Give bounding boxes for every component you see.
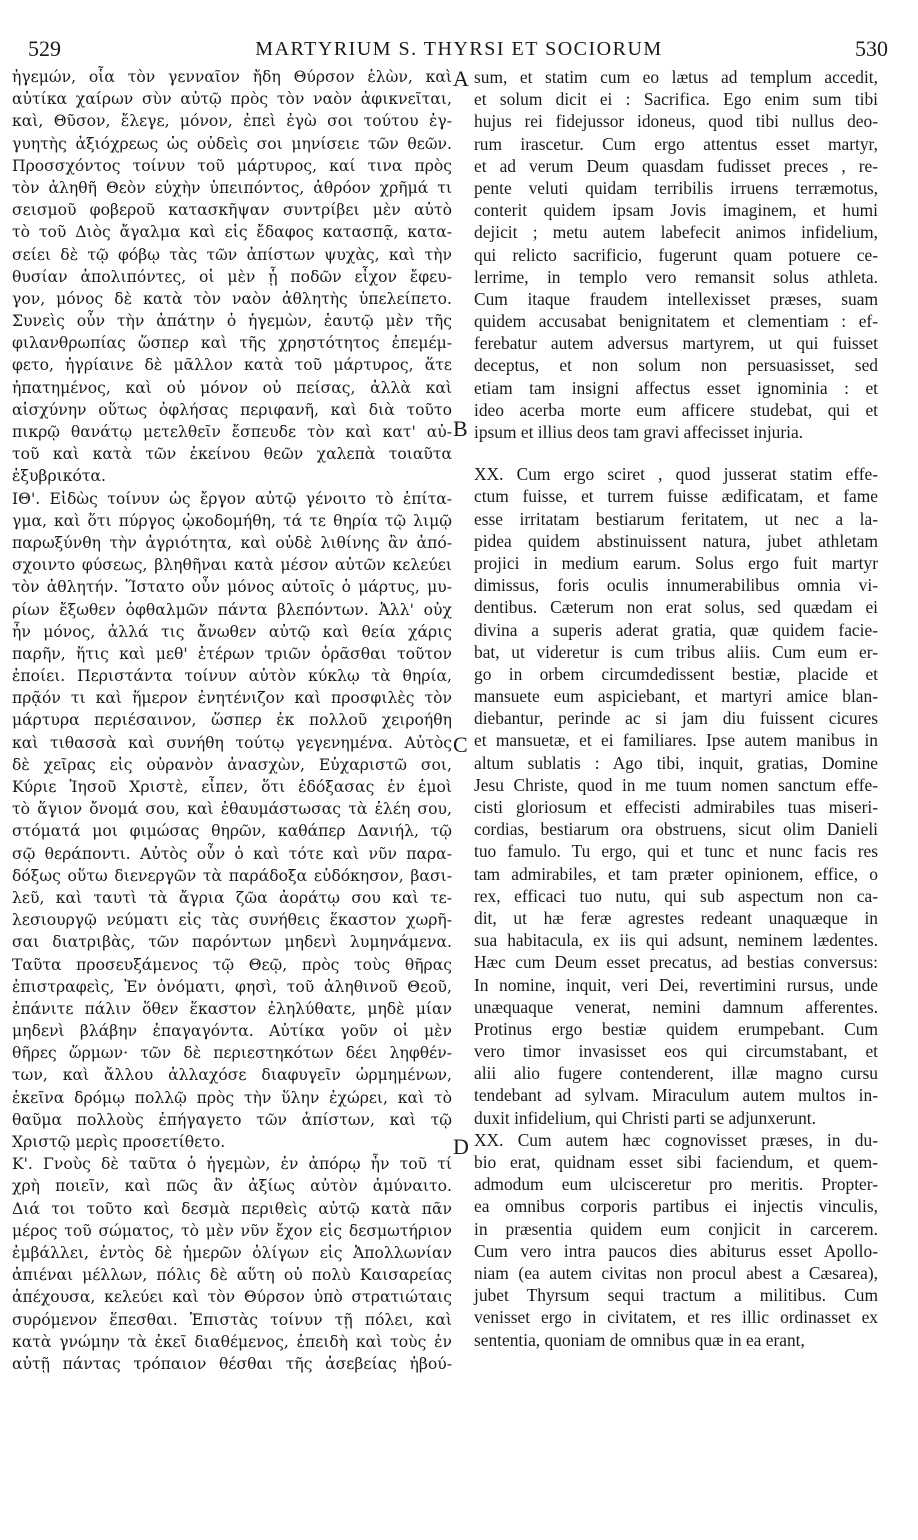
text-line: ἐποίει. Περιστάντα τοίνυν αὐτὸν κύκλῳ τὰ θηρία, (12, 667, 452, 686)
text-line: τὸν ἀληθῆ Θεὸν εὐχὴν ὑπειπόντος, ἀθρόον χρῆμά τι (12, 178, 452, 197)
text-line: vero timor invasisset eos qui circumstabant, et (474, 1041, 878, 1062)
text-line: ἠπατημένος, καὶ οὐ μόνον οὐ πείσας, ἀλλὰ καὶ (12, 378, 452, 397)
text-line: σῷ θεράποντι. Αὐτὸς οὖν ὁ καὶ τότε καὶ νῦν παρα- (12, 844, 452, 863)
text-line: λεσιουργῷ νεύματι εἰς τὰς συνήθεις ἕκαστον χωρῆ- (12, 911, 452, 930)
text-line: ἐκεῖνα δρόμῳ πολλῷ πρὸς τὴν ὕλην ἐχώρει, καὶ τὸ (12, 1088, 452, 1107)
text-line: δόξως οὕτω διενεργῶν τὰ παράδοξα εὐδόκησον, βασι- (12, 866, 452, 885)
text-line: ea omnibus corporis partibus ei injectis vinculis, (474, 1196, 878, 1217)
text-line: pente veluti quidam terribilis irruens terræmotus, (474, 177, 878, 198)
text-line: admodum eum ulcisceretur pro meritis. Propter- (474, 1174, 878, 1195)
text-line: XX. Cum autem hæc cognovisset præses, in du- (474, 1129, 878, 1150)
text-line: tendebant ad sylvam. Miraculum autem multos in- (474, 1085, 878, 1106)
text-line: χρὴ ποιεῖν, καὶ πῶς ἂν ἀξίως αὐτὸν ἀμύναιτο. (12, 1177, 452, 1196)
text-line: θῆρες ὥρμων· τῶν δὲ περιεστηκότων δέει ληφθέν- (12, 1044, 452, 1063)
text-line: niam (ea autem civitas non procul abest a Cæsarea), (474, 1262, 878, 1283)
margin-marker-b: B (453, 416, 468, 441)
text-line: μάρτυρα περιέσαινον, ὥσπερ ἐκ πολλοῦ χειροήθη (12, 711, 452, 730)
text-line: καὶ, Θῦσον, ἔλεγε, μόνον, ἐπεὶ ἐγὼ σοι τούτου ἐγ- (12, 112, 452, 131)
text-line: ἐξυβρικότα. (12, 467, 106, 486)
text-line: et solum dicit ei : Sacrifica. Ego enim sum tibi (474, 89, 878, 110)
text-line: ἐπιστραφεὶς, Ἐν ὀνόματι, φησὶ, τοῦ ἀληθινοῦ Θεοῦ, (12, 977, 452, 996)
text-line: dentibus. Cæterum non erat solus, sed quædam ei (474, 597, 878, 618)
text-line: unæquaque venerat, nemini damnum afferentes. (474, 996, 878, 1017)
text-line: καὶ τιθασσὰ καὶ συνήθη τούτῳ γεγενημένα. Αὐτὸς (12, 733, 452, 752)
running-title: MARTYRIUM S. THYRSI ET SOCIORUM (255, 38, 663, 60)
text-line: venisset ergo in civitatem, et res illic ordinasset ex (474, 1307, 878, 1328)
text-line: ΙΘ'. Εἰδὼς τοίνυν ὡς ἔργον αὐτῷ γένοιτο τὸ ἐπίτα- (12, 489, 452, 508)
text-line: πρᾷόν τι καὶ ἥμερον ἐνητένιζον καὶ προσφιλὲς τὸν (12, 689, 452, 708)
margin-marker-d: D (453, 1134, 469, 1159)
text-line: ἀπέχουσα, κελεύει καὶ τὸν Θύρσον ὑπὸ στρατιώταις (12, 1288, 452, 1307)
text-line: Κ'. Γνοὺς δὲ ταῦτα ὁ ἡγεμὼν, ἐν ἀπόρῳ ἦν τοῦ τί (12, 1155, 452, 1174)
text-line: ἐμβάλλει, ἐντὸς δὲ ἡμερῶν ὀλίγων εἰς Ἀπολλωνίαν (12, 1243, 452, 1262)
text-line: Hæc cum Deum esset precatus, ad bestias conversus: (474, 952, 878, 973)
text-line: alii alio fugere contenderent, illæ magno cursu (474, 1063, 878, 1084)
text-line: ctum fuisse, et turrem fuisse ædificatam, et fame (474, 486, 878, 507)
text-line: Protinus ergo bestiæ quidem erumpebant. Cum (474, 1018, 878, 1039)
text-line: et mansuetæ, et ei familiares. Ipse autem manibus in (474, 730, 878, 751)
text-line: rex, efficaci tuo nutu, qui sub aspectum non ca- (474, 885, 878, 906)
text-line: cisti gloriosum et effecisti admirabiles tuas miseri- (474, 797, 878, 817)
text-line: XX. Cum ergo sciret , quod jusserat statim effe- (474, 464, 878, 485)
text-line: Κύριε Ἰησοῦ Χριστὲ, εἶπεν, ὅτι ἐδόξασας ἐν ἐμοὶ (12, 778, 452, 796)
text-line: sum, et statim cum eo lætus ad templum accedit, (474, 67, 878, 87)
text-line: conterit quidem ipsam Jovis imaginem, et humi (474, 200, 878, 221)
text-line: lerrime, in templo vero remansit solus athleta. (474, 266, 878, 287)
text-line: etiam tam insigni affectus esset ignominia : et (474, 377, 878, 398)
text-line: in præsentia quidem eum conjicit in carcerem. (474, 1218, 878, 1239)
text-line: ρίων ἔξωθεν ὀφθαλμῶν πάντα βλεπόντων. Ἀλλ' οὐχ (12, 600, 452, 619)
text-line: ἡγεμών, οἷα τὸν γενναῖον ἤδη Θύρσον ἑλὼν, καὶ (12, 68, 452, 86)
text-line: sententia, quoniam de omnibus quæ in ea erant, (474, 1329, 805, 1350)
text-line: jubet Thyrsum sequi tractum a militibus. Cum (474, 1285, 878, 1306)
text-line: Jesu Christe, quod in me tuum nomen sanctum effe- (474, 774, 878, 795)
text-line: τὸ ἅγιον ὄνομά σου, καὶ ἐθαυμάστωσας τὰ ἐλέη σου, (12, 800, 452, 819)
text-line: Προσσχόντος τοίνυν τοῦ μάρτυρος, καί τινα πρὸς (12, 156, 452, 175)
text-line: rum irascetur. Cum ergo attentus esset martyr, (474, 133, 878, 154)
text-line: κατὰ γνώμην τὰ ἐκεῖ διαθέμενος, ἐπειδὴ καὶ τοὺς ἐν (12, 1332, 452, 1351)
text-line: sua habitacula, ex iis qui adsunt, neminem lædentes. (474, 930, 878, 951)
latin-column (474, 66, 878, 1351)
margin-marker-c: C (453, 732, 468, 757)
text-line: δὲ χεῖρας εἰς οὐρανὸν ἀνασχὼν, Εὐχαριστῶ σοι, (12, 755, 452, 774)
text-line: go in orbem circumdedissent bestiæ, placide et (474, 663, 878, 684)
section-gap (474, 443, 878, 463)
text-line: hujus rei fidejussor idoneus, quod tibi nullus deo- (474, 111, 878, 132)
text-line: ipsum et illius deos tam gravi affecisset injuria. (474, 422, 804, 442)
page-number-left: 529 (28, 36, 61, 61)
text-line: μηδενὶ βλάβην ἐπαγαγόντα. Αὐτίκα γοῦν οἱ μὲν (12, 1022, 452, 1041)
text-line: dimissus, foris oculis innumerabilibus omnia vi- (474, 575, 878, 596)
text-line: σείει δὲ τῷ φόβῳ τὰς τῶν ἀπίστων ψυχὰς, καὶ τὴν (12, 245, 452, 264)
text-line: συρόμενον ἕπεσθαι. Ἐπιστὰς τοίνυν τῇ πόλει, καὶ (12, 1310, 452, 1329)
text-line: μέρος τοῦ σώματος, τὸ μὲν νῦν ἔχον εἰς δεσμωτήριον (12, 1221, 452, 1240)
text-line: qui relicto sacrificio, fugerunt quam potuere ce- (474, 244, 878, 265)
text-line: Συνεὶς οὖν τὴν ἀπάτην ὁ ἡγεμὼν, ἑαυτῷ μὲν τῆς (12, 312, 452, 331)
text-line: pidea quidem abstinuissent natura, jubet athletam (474, 530, 878, 551)
text-line: cordias, bestiarum ora obstruens, sicut olim Danieli (474, 819, 878, 840)
text-line: τὸν ἀθλητήν. Ἵστατο οὖν μόνος αὐτοῖς ὁ μάρτυς, μυ- (12, 578, 452, 597)
text-line: In nomine, inquit, veri Dei, revertimini rursus, unde (474, 974, 878, 995)
text-line: tuo famulo. Tu ergo, qui et tunc et nunc facis res (474, 841, 878, 862)
text-line: αἰσχύνην οὕτως ὀφλήσας περιφανῆ, καὶ διὰ τοῦτο (12, 400, 452, 419)
text-line: ἦν μόνος, ἀλλά τις ἄνωθεν αὐτῷ καὶ θεία χάρις (12, 622, 452, 641)
text-line: γυητὴς ἀξιόχρεως ὡς οὐδεὶς σοι μηνίσειε τῶν θεῶν. (12, 134, 452, 153)
text-line: τὸ τοῦ Διὸς ἄγαλμα καὶ εἰς ἔδαφος κατασπᾷ, κατα- (12, 223, 452, 242)
text-line: φιλανθρωπίας ὥσπερ καὶ τῆς χρηστότητος ἐπεμέμ- (12, 334, 452, 353)
text-line: σαι διατριβὰς, τῶν παρόντων μηδενὶ λυμηνάμενα. (12, 933, 452, 952)
text-line: ἀπιέναι μέλλων, πόλις δὲ αὕτη οὐ πολὺ Καισαρείας (12, 1266, 452, 1285)
text-line: Cum vero intra paucos dies abiturus esset Apollo- (474, 1240, 878, 1261)
running-header (0, 36, 918, 70)
text-line: πικρῷ θανάτῳ μετελθεῖν ἔσπευδε τὸν καὶ κατ' αὐ- (12, 423, 452, 441)
text-line: esse irritatam bestiarum feritatem, ut nec a la- (474, 508, 878, 529)
text-line: bat, ut videretur is cum tribus aliis. Cum eum er- (474, 641, 878, 662)
text-line: των, καὶ ἄλλου ἀλλαχόσε διαφυγεῖν ὡρμημένων, (12, 1066, 452, 1085)
text-line: τοῦ καὶ κατὰ τῶν ἐκείνου θεῶν χαλεπὰ τοιαῦτα (12, 445, 452, 464)
text-line: dit, ut hæ feræ agrestes redeant unaquæque in (474, 907, 878, 928)
text-line: ferebatur autem adversus martyrem, ut qui fuisset (474, 333, 878, 354)
text-line: duxit infidelium, qui Christi parti se adjunxerunt. (474, 1107, 816, 1128)
text-line: στόματά μοι φιμώσας θηρῶν, καθάπερ Δανιήλ, τῷ (12, 822, 452, 841)
text-line: παρωξύνθη τὴν ἀγριότητα, καὶ οὐδὲ λιθίνης ἂν ἀπό- (12, 533, 452, 552)
margin-marker-a: A (453, 66, 469, 91)
text-line: ideo acerba morte eum afficere studebat, qui et (474, 399, 878, 420)
text-line: Ταῦτα προσευξάμενος τῷ Θεῷ, πρὸς τοὺς θῆρας (12, 955, 452, 974)
text-line: tam admirabiles, et tam præter opinionem, effice, o (474, 863, 878, 884)
text-line: φετο, ἠγρίαινε δὲ μᾶλλον κατὰ τοῦ μάρτυρος, ἅτε (12, 356, 452, 375)
text-line: et ad verum Deum quasdam fudisset preces , re- (474, 155, 878, 176)
text-line: quidem accusabat benignitatem et clementiam : ef- (474, 311, 878, 332)
text-line: divina a superis aderat gratia, quæ quidem facie- (474, 619, 878, 640)
text-line: λεῦ, καὶ ταυτὶ τὰ ἄγρια ζῶα ἀοράτῳ σου καὶ τε- (12, 888, 452, 907)
text-line: σχοιντο φύσεως, βληθῆναι κατὰ μέσον αὐτῶν κελεύει (12, 556, 452, 575)
text-line: Χριστῷ μερὶς προσετίθετο. (12, 1133, 226, 1151)
text-line: σεισμοῦ φοβεροῦ κατασκῆψαν συντρίβει μὲν αὐτὸ (12, 201, 452, 220)
page-number-right: 530 (855, 36, 888, 61)
text-line: altum sublatis : Ago tibi, inquit, gratias, Domine (474, 752, 878, 773)
text-line: γον, μόνος δὲ κατὰ τὸν ναὸν ἀθλητὴς ὑπελείπετο. (12, 289, 452, 308)
text-line: αὐτίκα χαίρων σὺν αὐτῷ πρὸς τὸν ναὸν ἀφικνεῖται, (12, 90, 452, 109)
text-line: Διά τοι τοῦτο καὶ δεσμὰ περιθεὶς αὐτῷ κατὰ πᾶν (12, 1199, 452, 1218)
text-line: projici in medium earum. Solus ergo fuit martyr (474, 552, 878, 573)
text-line: θαῦμα πολλοὺς ἐπήγαγετο τῶν ἀπίστων, καὶ τῷ (12, 1110, 452, 1129)
text-line: bio erat, quidnam esset sibi faciendum, et quem- (474, 1152, 878, 1172)
text-line: γμα, καὶ ὅτι πύργος ᾠκοδομήθη, τά τε θηρία τῷ λιμῷ (12, 511, 452, 530)
text-line: mansuete eum aspiciebant, et martyri amice blan- (474, 686, 878, 707)
greek-column (12, 66, 452, 1375)
text-line: deceptus, et non solum non persuasisset, sed (474, 355, 878, 376)
text-line: παρῆν, ἥτις καὶ μεθ' ἑτέρων τριῶν ὁρᾶσθαι τοῦτον (12, 644, 452, 663)
text-line: Cum itaque fraudem intellexisset præses, suam (474, 288, 878, 309)
text-line: dejicit ; metu autem labefecit animos infidelium, (474, 222, 878, 243)
text-line: θυσίαν ἀπολιπόντες, οἱ μὲν ᾗ ποδῶν εἶχον ἔφευ- (12, 267, 452, 286)
text-line: αὐτῇ πάντας τρόπαιον θέσθαι τῆς ἀσεβείας ἠβού- (12, 1354, 452, 1373)
text-line: diebantur, perinde ac si jam diu fuissent cicures (474, 708, 878, 729)
text-line: ἐπάνιτε πάλιν ὅθεν ἕκαστον ἐληλύθατε, μηδὲ μίαν (12, 999, 452, 1018)
